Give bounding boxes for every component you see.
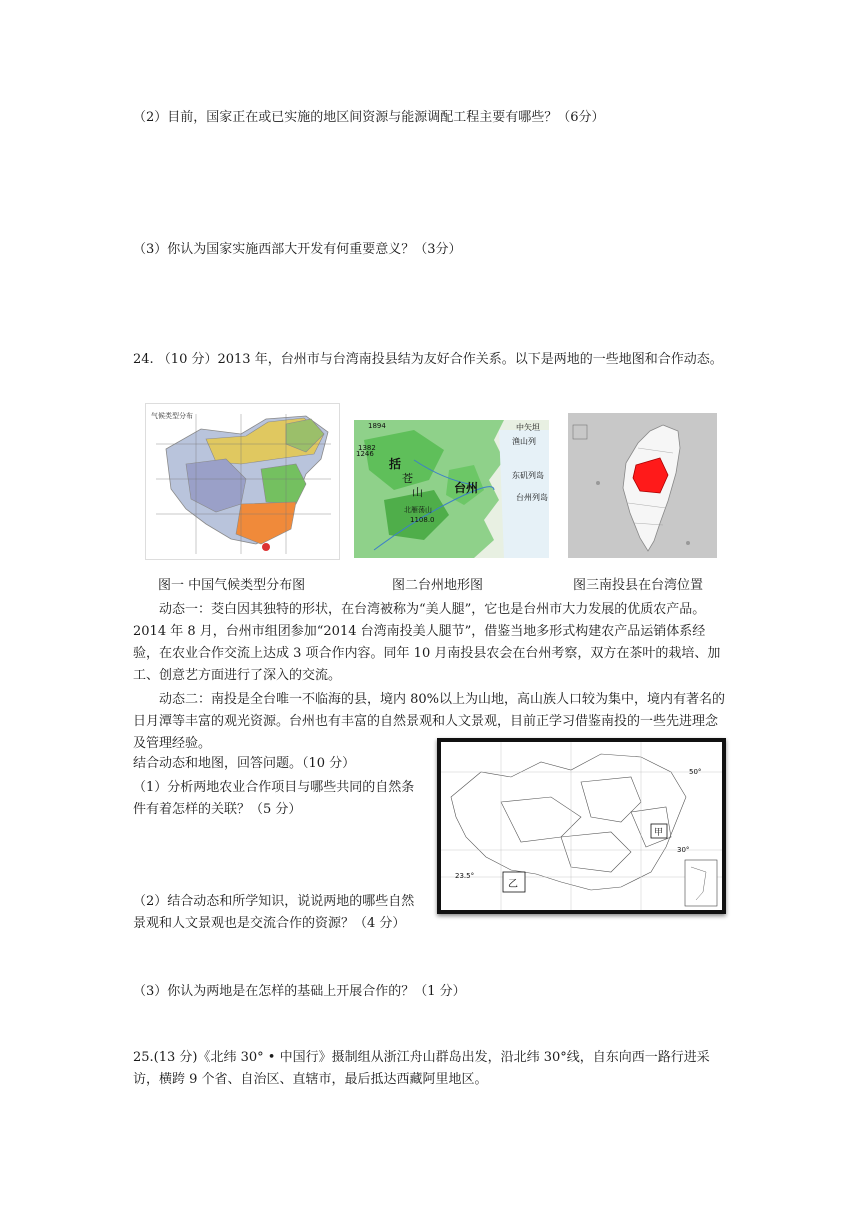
dynamic-one-paragraph: 动态一：茭白因其独特的形状，在台湾被称为“美人腿”，它也是台州市大力发展的优质农产品。2014 年 8 月，台州市组团参加“2014 台湾南投美人腿节”，借鉴当地多形式构建农产品运销体系经验，在农业合作交流上达成 3 项合作内容。同年 10 月南投县农会在台州考察，双方在茶叶的栽培、加工、创意艺方面进行了深入的交流。 [133, 602, 721, 683]
fig2-label-taizhou-islands: 台州列岛 [516, 493, 548, 502]
figure-nantou-location-map [568, 413, 717, 558]
q24-prompt: 结合动态和地图，回答问题。（10 分） [133, 756, 356, 771]
fig2-label-1382: 1382 [358, 444, 376, 452]
q24-sub1: （1）分析两地农业合作项目与哪些共同的自然条件有着怎样的关联？（5 分） [133, 780, 415, 817]
taizhou-terrain-graphic [354, 420, 549, 558]
map-lat-30: 30° [677, 846, 690, 854]
q25-intro: 25.(13 分)《北纬 30° • 中国行》摄制组从浙江舟山群岛出发，沿北纬 30°线，自东向西一路行进采访，横跨 9 个省、自治区、直辖市，最后抵达西藏阿里地区。 [133, 1050, 710, 1087]
china-climate-map-graphic [146, 404, 339, 559]
fig2-label-taizhou: 台州 [454, 481, 479, 495]
fig3-caption: 图三南投县在台湾位置 [573, 578, 704, 593]
fig1-caption: 图一 中国气候类型分布图 [158, 578, 306, 593]
map-label-jia: 甲 [654, 828, 664, 838]
map-lat-50: 50° [689, 768, 702, 776]
fig2-label-dongji: 东矶列岛 [512, 471, 544, 480]
fig1-map-title: 气候类型分布 [151, 412, 193, 420]
dynamic-two-paragraph: 动态二：南投是全台唯一不临海的县，境内 80%以上为山地，高山族人口较为集中，境内有著名的日月潭等丰富的观光资源。台州也有丰富的自然景观和人文景观，目前正学习借鉴南投的一些先进理念及管理经验。 [133, 692, 726, 751]
q24-sub3: （3）你认为两地是在怎样的基础上开展合作的？（1 分） [133, 984, 466, 999]
fig2-label-zhongshi: 中矢坦 [516, 423, 540, 432]
figure-china-climate-map [145, 403, 340, 560]
fig2-label-1246: 1246 [356, 450, 374, 458]
fig2-label-kuo: 括 [389, 457, 402, 471]
taiwan-map-graphic [568, 413, 717, 558]
figure-china-outline-map [437, 738, 726, 914]
q24-intro: 24. （10 分）2013 年，台州市与台湾南投县结为友好合作关系。以下是两地的一些地图和合作动态。 [133, 352, 723, 367]
figure-taizhou-terrain-map [354, 420, 549, 558]
fig2-label-cang: 苍 [402, 472, 413, 485]
china-outline-graphic [441, 742, 722, 910]
fig2-label-beiyandang: 北雁荡山 [404, 506, 432, 514]
q24-sub2: （2）结合动态和所学知识，说说两地的哪些自然景观和人文景观也是交流合作的资源？（4 分） [133, 894, 415, 931]
map-label-yi: 乙 [508, 879, 518, 890]
fig2-label-yushan: 渔山列 [512, 437, 536, 446]
q23-sub2: （2）目前，国家正在或已实施的地区间资源与能源调配工程主要有哪些？（6分） [133, 110, 605, 125]
q23-sub3: （3）你认为国家实施西部大开发有何重要意义？（3分） [133, 242, 462, 257]
map-lat-23: 23.5° [455, 872, 475, 880]
fig2-label-shan: 山 [412, 486, 423, 499]
fig2-label-1108: 1108.0 [410, 516, 435, 524]
fig2-label-1894: 1894 [368, 422, 386, 430]
fig2-caption: 图二台州地形图 [392, 578, 484, 593]
